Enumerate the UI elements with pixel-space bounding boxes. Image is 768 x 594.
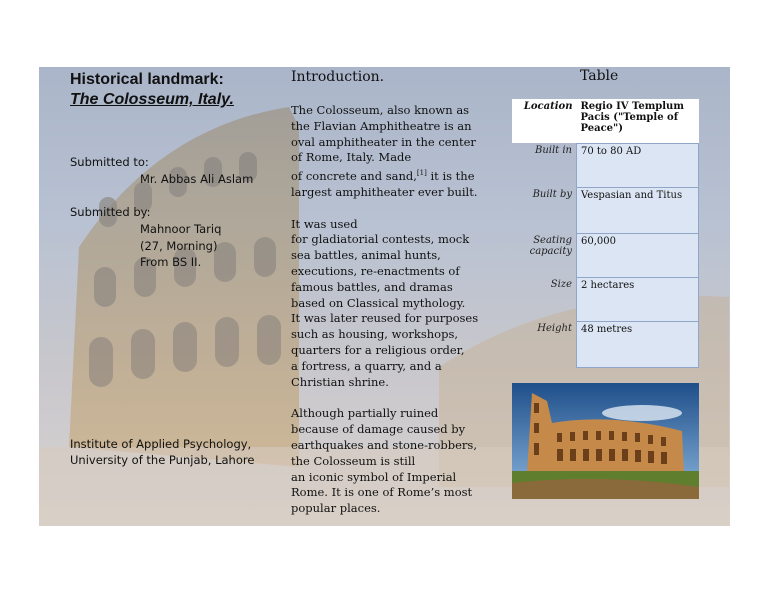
- intro-line: The Colosseum, also known as: [291, 103, 470, 117]
- table-row: [512, 321, 699, 367]
- table-key: Seating capacity: [529, 235, 572, 257]
- facts-table: [512, 99, 699, 368]
- submitted-to-label: Submitted to:: [70, 155, 149, 169]
- intro-line: for gladiatorial contests, mock: [291, 232, 470, 247]
- table-value: 48 metres: [577, 321, 699, 367]
- intro-line: earthquakes and stone-robbers,: [291, 437, 477, 452]
- table-value: 2 hectares: [577, 277, 699, 321]
- introduction-heading: Introduction.: [291, 69, 385, 85]
- citation-link[interactable]: [1]: [416, 169, 427, 178]
- page-title: Historical landmark:: [70, 71, 224, 88]
- table-value: Vespasian and Titus: [577, 187, 699, 233]
- table-key: Built in: [534, 145, 572, 156]
- intro-line-part: of concrete and sand,: [291, 169, 417, 184]
- page-subtitle: The Colosseum, Italy.: [70, 91, 234, 108]
- table-value: 60,000: [577, 233, 699, 277]
- intro-line: Rome. It is one of Rome’s most: [291, 485, 473, 500]
- table-key: Location: [512, 99, 577, 143]
- intro-line: of Rome, Italy. Made: [291, 150, 412, 165]
- intro-line: based on Classical mythology.: [291, 295, 466, 310]
- intro-line: largest amphitheater ever built.: [291, 184, 478, 199]
- intro-line: quarters for a religious order,: [291, 342, 465, 357]
- table-row: [512, 277, 699, 321]
- intro-line: an iconic symbol of Imperial: [291, 469, 457, 484]
- title-block: [70, 70, 280, 110]
- table-row: [512, 99, 699, 143]
- intro-line: executions, re-enactments of: [291, 264, 460, 278]
- intro-line: the Colosseum is still: [291, 453, 416, 468]
- table-row: [512, 187, 699, 233]
- table-heading: Table: [580, 68, 619, 84]
- submitted-by-label: Submitted by:: [70, 205, 151, 219]
- intro-line: a fortress, a quarry, and a: [291, 358, 442, 373]
- intro-line: popular places.: [291, 501, 381, 516]
- intro-line: [291, 166, 491, 185]
- intro-line: Christian shrine.: [291, 374, 389, 389]
- intro-line-part: it is the: [426, 169, 475, 184]
- intro-line: It was later reused for purposes: [291, 311, 479, 326]
- submitted-by-class: From BS II.: [140, 255, 202, 269]
- submitted-by-detail: (27, Morning): [140, 239, 218, 253]
- table-value: Regio IV Templum Pacis ("Temple of Peace"): [577, 99, 699, 143]
- submitted-to-name: Mr. Abbas Ali Aslam: [140, 172, 254, 186]
- table-row: [512, 143, 699, 187]
- intro-line: such as housing, workshops,: [291, 327, 459, 342]
- intro-line: the Flavian Amphitheatre is an: [291, 118, 472, 133]
- table-key: Size: [550, 279, 572, 290]
- institute-line-2: University of the Punjab, Lahore: [70, 453, 255, 467]
- colosseum-photo: [512, 383, 699, 499]
- intro-line: Although partially ruined: [291, 406, 439, 421]
- intro-line: It was used: [291, 216, 358, 231]
- institute-line-1: Institute of Applied Psychology,: [70, 437, 252, 451]
- submitted-by-name: Mahnoor Tariq: [140, 222, 222, 236]
- intro-line: famous battles, and dramas: [291, 279, 453, 294]
- intro-line: sea battles, animal hunts,: [291, 248, 441, 263]
- intro-line: oval amphitheater in the center: [291, 134, 476, 149]
- table-value: 70 to 80 AD: [577, 143, 699, 187]
- table-row: [512, 233, 699, 277]
- introduction-text: [291, 103, 491, 517]
- table-key: Height: [537, 323, 572, 334]
- intro-line: because of damage caused by: [291, 422, 466, 437]
- table-key: Built by: [532, 189, 572, 200]
